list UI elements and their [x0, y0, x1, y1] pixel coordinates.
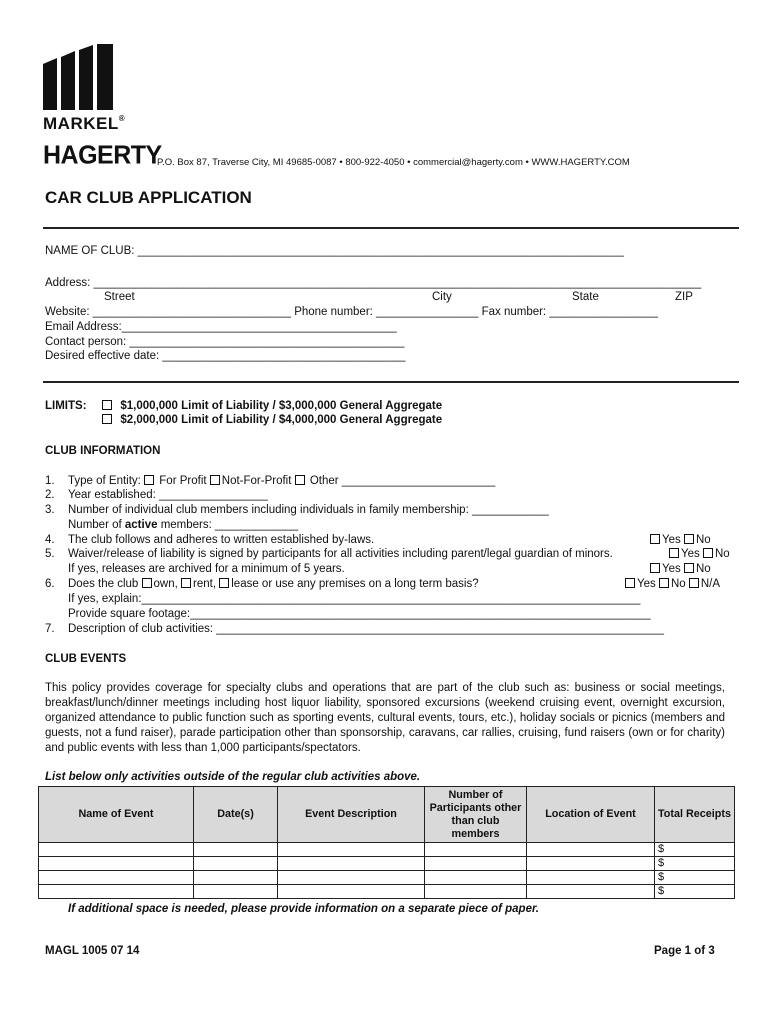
table-cell[interactable] [39, 871, 194, 885]
active-members-field[interactable]: Number of active members: _____________ [68, 519, 299, 531]
q5-yes-no[interactable]: Yes No [669, 548, 730, 560]
table-cell[interactable] [425, 843, 527, 857]
state-label: State [572, 291, 599, 303]
q4-yes-no[interactable]: Yes No [650, 534, 711, 546]
markel-logo-icon [43, 44, 115, 110]
table-cell[interactable] [278, 843, 425, 857]
divider [43, 227, 739, 229]
club-name-field[interactable]: NAME OF CLUB: ____________________________________________________________________________ [45, 245, 624, 257]
table-row [39, 857, 735, 871]
checkbox-yes[interactable] [650, 563, 660, 573]
column-header: Location of Event [527, 787, 655, 843]
q5-waiver: Waiver/release of liability is signed by participants for all activities including parent/legal guardian of minors. [68, 548, 613, 560]
table-cell[interactable] [278, 857, 425, 871]
effective-date-field[interactable]: Desired effective date: ______________________________________ [45, 350, 406, 362]
q5-number: 5. [45, 548, 55, 560]
divider [43, 381, 739, 383]
column-header: Event Description [278, 787, 425, 843]
club-info-heading: CLUB INFORMATION [45, 445, 161, 457]
q6-number: 6. [45, 578, 55, 590]
address-field[interactable]: Address: _______________________________________________________________________________________________ [45, 277, 702, 289]
city-label: City [432, 291, 452, 303]
table-cell[interactable]: $ [655, 857, 735, 871]
member-count-field[interactable]: Number of individual club members including individuals in family membership: ____________ [68, 504, 549, 516]
table-cell[interactable] [194, 871, 278, 885]
checkbox-no[interactable] [684, 563, 694, 573]
checkbox-na[interactable] [689, 578, 699, 588]
zip-label: ZIP [675, 291, 693, 303]
table-cell[interactable] [194, 857, 278, 871]
column-header: Date(s) [194, 787, 278, 843]
table-cell[interactable] [39, 885, 194, 899]
checkbox-yes[interactable] [650, 534, 660, 544]
table-cell[interactable] [39, 857, 194, 871]
page-title: CAR CLUB APPLICATION [45, 188, 252, 207]
list-note: List below only activities outside of the regular club activities above. [45, 771, 421, 783]
events-table [38, 786, 735, 899]
coverage-paragraph: This policy provides coverage for specialty clubs and operations that are part of the club such as: business or social meetings, breakfast/lunch/dinner meetings including host liquor liability, sponsored excursions (weekend cruising event, overnight excursion, organized attendance to public function such as sporting events, cultural events, tours, etc.), holiday socials or picnics (members and guests, not a fund raiser), parade participation other than sponsorship, caravans, car rallies, cruising, fund raisers (own or for charity) and public events with less than 1,000 participants/spectators. [45, 682, 725, 754]
q4-number: 4. [45, 534, 55, 546]
table-cell[interactable] [527, 857, 655, 871]
column-header: Number of Participants other than club members [425, 787, 527, 843]
email-field[interactable]: Email Address:___________________________________________ [45, 321, 397, 333]
checkbox-rent[interactable] [181, 578, 191, 588]
checkbox[interactable] [102, 400, 112, 410]
checkbox-for-profit[interactable] [144, 475, 154, 485]
form-id: MAGL 1005 07 14 [45, 945, 140, 957]
limit-option-1[interactable]: $1,000,000 Limit of Liability / $3,000,000 General Aggregate [102, 400, 442, 412]
table-cell[interactable]: $ [655, 871, 735, 885]
table-cell[interactable] [278, 871, 425, 885]
checkbox-own[interactable] [142, 578, 152, 588]
table-cell[interactable] [527, 885, 655, 899]
q1-number: 1. [45, 475, 55, 487]
table-row [39, 843, 735, 857]
explain-field[interactable]: If yes, explain:______________________________________________________________________________ [68, 593, 641, 605]
table-cell[interactable] [194, 843, 278, 857]
checkbox-lease[interactable] [219, 578, 229, 588]
table-row [39, 885, 735, 899]
table-cell[interactable] [527, 871, 655, 885]
year-established-field[interactable]: Year established: _________________ [68, 489, 268, 501]
q1-entity-type: Type of Entity: For Profit Not-For-Profit Other ________________________ [68, 475, 496, 487]
table-cell[interactable] [425, 857, 527, 871]
limits-label: LIMITS: [45, 400, 87, 412]
markel-wordmark: MARKEL® [43, 114, 126, 133]
table-cell[interactable]: $ [655, 843, 735, 857]
page-number: Page 1 of 3 [654, 945, 715, 957]
q3-number: 3. [45, 504, 55, 516]
contact-line: P.O. Box 87, Traverse City, MI 49685-0087 • 800-922-4050 • commercial@hagerty.com • WWW.HAGERTY.COM [157, 157, 630, 168]
table-cell[interactable] [425, 871, 527, 885]
table-row [39, 871, 735, 885]
checkbox-no[interactable] [659, 578, 669, 588]
checkbox[interactable] [102, 414, 112, 424]
square-footage-field[interactable]: Provide square footage:________________________________________________________________________ [68, 608, 651, 620]
table-cell[interactable] [425, 885, 527, 899]
table-footnote: If additional space is needed, please provide information on a separate piece of paper. [68, 903, 539, 915]
table-cell[interactable] [194, 885, 278, 899]
limit-option-2[interactable]: $2,000,000 Limit of Liability / $4,000,000 General Aggregate [102, 414, 442, 426]
street-label: Street [104, 291, 135, 303]
q2-number: 2. [45, 489, 55, 501]
q6-yes-no-na[interactable]: Yes No N/A [625, 578, 720, 590]
checkbox-other[interactable] [295, 475, 305, 485]
contact-person-field[interactable]: Contact person: ___________________________________________ [45, 336, 405, 348]
q7-number: 7. [45, 623, 55, 635]
club-events-heading: CLUB EVENTS [45, 653, 127, 665]
q4-bylaws: The club follows and adheres to written established by-laws. [68, 534, 375, 546]
table-header-row [39, 787, 735, 843]
column-header: Total Receipts [655, 787, 735, 843]
website-field[interactable]: Website: _______________________________ Phone number: ________________ Fax number: _________________ [45, 306, 659, 318]
q5-archived: If yes, releases are archived for a minimum of 5 years. [68, 563, 345, 575]
column-header: Name of Event [39, 787, 194, 843]
table-cell[interactable]: $ [655, 885, 735, 899]
checkbox-no[interactable] [703, 548, 713, 558]
q5b-yes-no[interactable]: Yes No [650, 563, 711, 575]
checkbox-no[interactable] [684, 534, 694, 544]
activities-field[interactable]: Description of club activities: ______________________________________________________________________ [68, 623, 664, 635]
hagerty-wordmark: HAGERTY [43, 140, 162, 170]
q6-premises: Does the club own, rent, lease or use any premises on a long term basis? [68, 578, 479, 590]
checkbox-not-for-profit[interactable] [210, 475, 220, 485]
table-cell[interactable] [39, 843, 194, 857]
checkbox-yes[interactable] [669, 548, 679, 558]
table-cell[interactable] [527, 843, 655, 857]
table-cell[interactable] [278, 885, 425, 899]
checkbox-yes[interactable] [625, 578, 635, 588]
